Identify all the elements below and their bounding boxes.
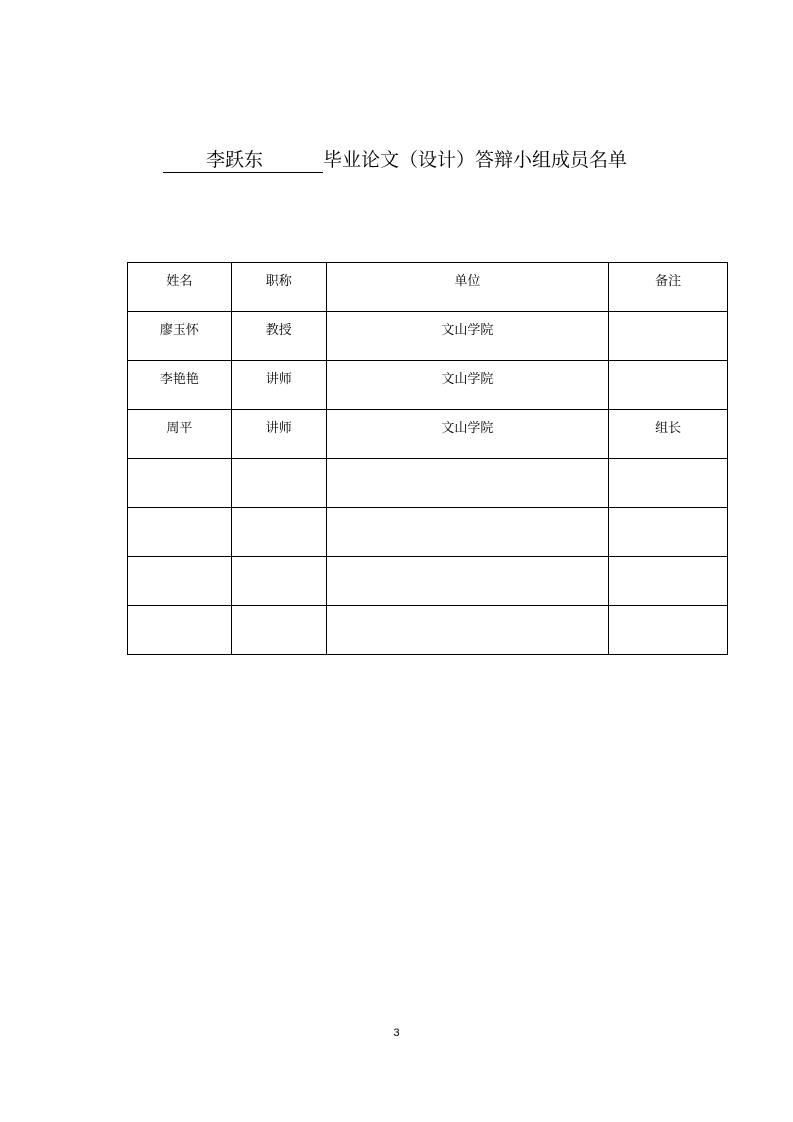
cell-title xyxy=(231,557,326,606)
page-title xyxy=(163,146,683,174)
header-cell-name: 姓名 xyxy=(128,263,232,312)
cell-name xyxy=(128,508,232,557)
committee-table xyxy=(127,262,728,655)
cell-unit: 文山学院 xyxy=(326,361,609,410)
cell-name: 廖玉怀 xyxy=(128,312,232,361)
cell-note xyxy=(609,361,728,410)
cell-title xyxy=(231,508,326,557)
cell-note xyxy=(609,312,728,361)
cell-title: 讲师 xyxy=(231,361,326,410)
cell-name: 周平 xyxy=(128,410,232,459)
header-cell-unit: 单位 xyxy=(326,263,609,312)
table-row xyxy=(128,312,728,361)
cell-note xyxy=(609,606,728,655)
cell-name xyxy=(128,557,232,606)
cell-name xyxy=(128,459,232,508)
table-header-row xyxy=(128,263,728,312)
cell-note: 组长 xyxy=(609,410,728,459)
cell-name: 李艳艳 xyxy=(128,361,232,410)
table-row xyxy=(128,410,728,459)
table-row xyxy=(128,606,728,655)
cell-unit xyxy=(326,508,609,557)
cell-note xyxy=(609,508,728,557)
cell-title: 教授 xyxy=(231,312,326,361)
cell-unit xyxy=(326,606,609,655)
cell-note xyxy=(609,459,728,508)
table-row xyxy=(128,459,728,508)
cell-unit: 文山学院 xyxy=(326,312,609,361)
student-name: 李跃东 xyxy=(163,148,323,173)
cell-name xyxy=(128,606,232,655)
cell-note xyxy=(609,557,728,606)
page-number: 3 xyxy=(393,1027,400,1039)
cell-title xyxy=(231,606,326,655)
table-row xyxy=(128,361,728,410)
cell-unit xyxy=(326,557,609,606)
header-cell-title: 职称 xyxy=(231,263,326,312)
cell-unit: 文山学院 xyxy=(326,410,609,459)
cell-unit xyxy=(326,459,609,508)
table-row xyxy=(128,557,728,606)
table-row xyxy=(128,508,728,557)
cell-title: 讲师 xyxy=(231,410,326,459)
cell-title xyxy=(231,459,326,508)
header-cell-note: 备注 xyxy=(609,263,728,312)
title-suffix: 毕业论文（设计）答辩小组成员名单 xyxy=(323,149,628,171)
